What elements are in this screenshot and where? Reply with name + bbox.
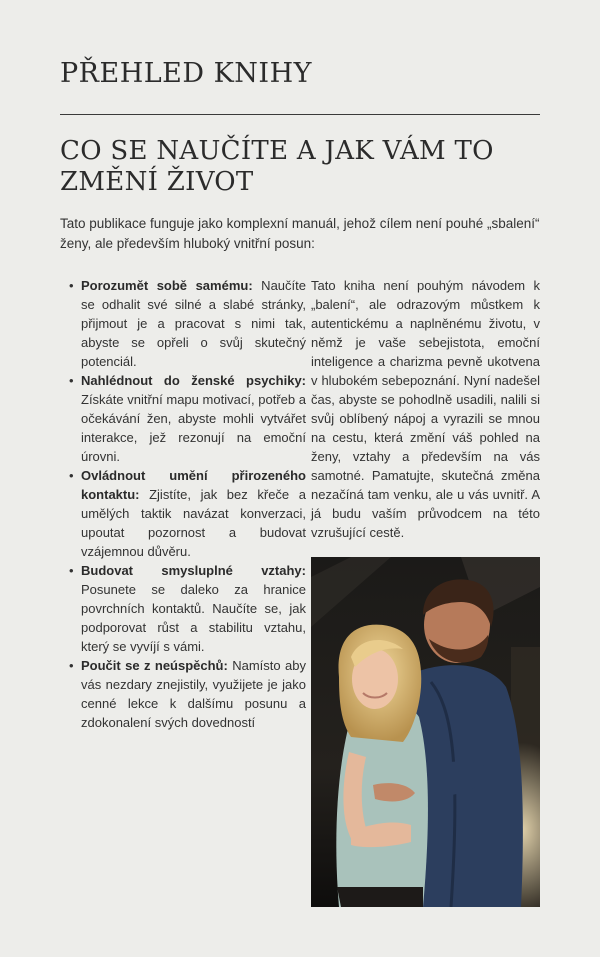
list-item-heading: Ovládnout umění přirozeného kontaktu: xyxy=(81,468,306,502)
intro-paragraph: Tato publikace funguje jako komplexní manuál, jehož cílem není pouhé „sbalení“ ženy, ale především hluboký vnitřní posun: xyxy=(60,216,540,251)
list-item-text: Posunete se daleko za hranice povrchních kontaktů. Naučíte se, jak podporovat růst a stabilitu vztahu, který se vyvíjí s vámi. xyxy=(81,582,306,654)
list-item xyxy=(69,561,306,656)
list-item-text: Zjistíte, jak bez křeče a umělých taktik navázat konverzaci, upoutat pozornost a budovat vzájemnou důvěru. xyxy=(81,487,306,559)
list-item-text: Naučíte se odhalit své silné a slabé stránky, přijmout je a pracovat s nimi tak, abyste se opřeli o svůj skutečný potenciál. xyxy=(81,278,306,369)
couple-photo xyxy=(311,557,540,907)
bullet-icon: • xyxy=(69,658,74,673)
page-title: PŘEHLED KNIHY xyxy=(60,58,312,89)
list-item-heading: Budovat smysluplné vztahy: xyxy=(81,563,306,578)
list-item xyxy=(69,371,306,466)
list-item-heading: Poučit se z neúspěchů: xyxy=(81,658,228,673)
list-item-text: Namísto aby vás nezdary znejistily, využijete je jako cenné lekce k dalšímu posunu a zdokonalení svých dovedností xyxy=(81,658,306,730)
list-item xyxy=(69,466,306,561)
list-item xyxy=(69,276,306,371)
benefits-list xyxy=(64,276,306,732)
title-divider xyxy=(60,114,540,115)
right-column-paragraph: Tato kniha není pouhým návodem k „balení“, ale odrazovým můstkem k autentickému a naplněnému životu, v němž je vaše sebejistota, emoční inteligence a charizma pevně ukotvena v hlubokém sebepoznání. Nyní nadešel čas, abyste se pohodlně usadili, nalili si svůj oblíbený nápoj a vyrazili se mnou na cestu, která změní váš pohled na ženy, vztahy a především na vás samotné. Pamatujte, skutečná změna nezačíná tam venku, ale u vás uvnitř. A já budu vaším průvodcem na této vzrušující cestě. xyxy=(311,278,540,540)
list-item xyxy=(69,656,306,732)
bullet-icon: • xyxy=(69,373,74,388)
list-item-heading: Porozumět sobě samému: xyxy=(81,278,253,293)
section-heading: CO SE NAUČÍTE A JAK VÁM TO ZMĚNÍ ŽIVOT xyxy=(60,136,494,197)
bullet-icon: • xyxy=(69,563,74,578)
bullet-icon: • xyxy=(69,468,74,483)
bullet-icon: • xyxy=(69,278,74,293)
list-item-heading: Nahlédnout do ženské psychiky: xyxy=(81,373,306,388)
list-item-text: Získáte vnitřní mapu motivací, potřeb a očekávání žen, abyste mohli vytvářet interakce, jež rezonují na emoční úrovni. xyxy=(81,392,306,464)
